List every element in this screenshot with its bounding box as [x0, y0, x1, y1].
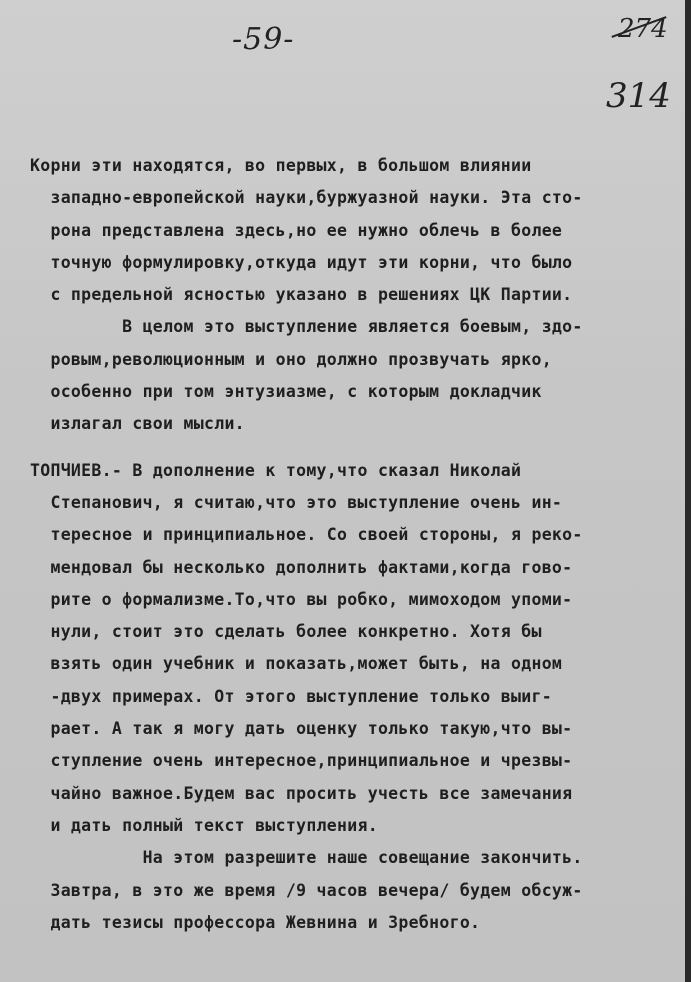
text-line: -двух примерах. От этого выступление только выиг-: [30, 686, 552, 706]
text-line: дать тезисы профессора Жевнина и Зребного.: [30, 912, 481, 932]
text-line: Корни эти находятся, во первых, в большом влиянии: [30, 156, 532, 175]
page-number: -59-: [232, 22, 295, 57]
text-line: мендовал бы несколько дополнить фактами,когда гово-: [30, 557, 573, 577]
paragraph-gap: [30, 441, 680, 455]
typed-text-body: [30, 150, 680, 939]
archive-number-new: 314: [606, 76, 671, 116]
text-line: ТОПЧИЕВ.- В дополнение к тому,что сказал Николай: [30, 460, 522, 480]
text-line: чайно важное.Будем вас просить учесть все замечания: [30, 783, 573, 803]
text-line: излагал свои мысли.: [30, 414, 245, 434]
text-line: В целом это выступление является боевым, здо-: [30, 317, 583, 337]
text-line: точную формулировку,откуда идут эти корни, что было: [30, 252, 573, 272]
text-line: нули, стоит это сделать более конкретно. Хотя бы: [30, 622, 542, 642]
paragraph-2: [30, 311, 680, 440]
paragraph-1: [30, 150, 680, 311]
archive-number-old: 274: [618, 14, 668, 44]
text-line: На этом разрешите наше совещание закончить.: [30, 848, 583, 868]
text-line: особенно при том энтузиазме, с которым докладчик: [30, 382, 542, 402]
text-line: Завтра, в это же время /9 часов вечера/ будем обсуж-: [30, 880, 583, 900]
text-line: рите о формализме.То,что вы робко, мимоходом упоми-: [30, 589, 573, 609]
text-line: рает. А так я могу дать оценку только такую,что вы-: [30, 719, 573, 739]
text-line: рона представлена здесь,но ее нужно облечь в более: [30, 220, 563, 240]
scan-edge-shadow: [685, 0, 691, 982]
text-line: ровым,революционным и оно должно прозвучать ярко,: [30, 349, 552, 369]
text-line: тересное и принципиальное. Со своей стороны, я реко-: [30, 525, 583, 545]
text-line: с предельной ясностью указано в решениях ЦК Партии.: [30, 285, 573, 305]
text-line: западно-европейской науки,буржуазной науки. Эта сто-: [30, 188, 583, 208]
paragraph-3-topchiev: [30, 455, 680, 843]
text-line: взять один учебник и показать,может быть, на одном: [30, 654, 563, 674]
text-line: ступление очень интересное,принципиальное и чрезвы-: [30, 751, 573, 771]
text-line: Степанович, я считаю,что это выступление очень ин-: [30, 492, 563, 512]
paragraph-4: [30, 842, 680, 939]
text-line: и дать полный текст выступления.: [30, 815, 378, 835]
